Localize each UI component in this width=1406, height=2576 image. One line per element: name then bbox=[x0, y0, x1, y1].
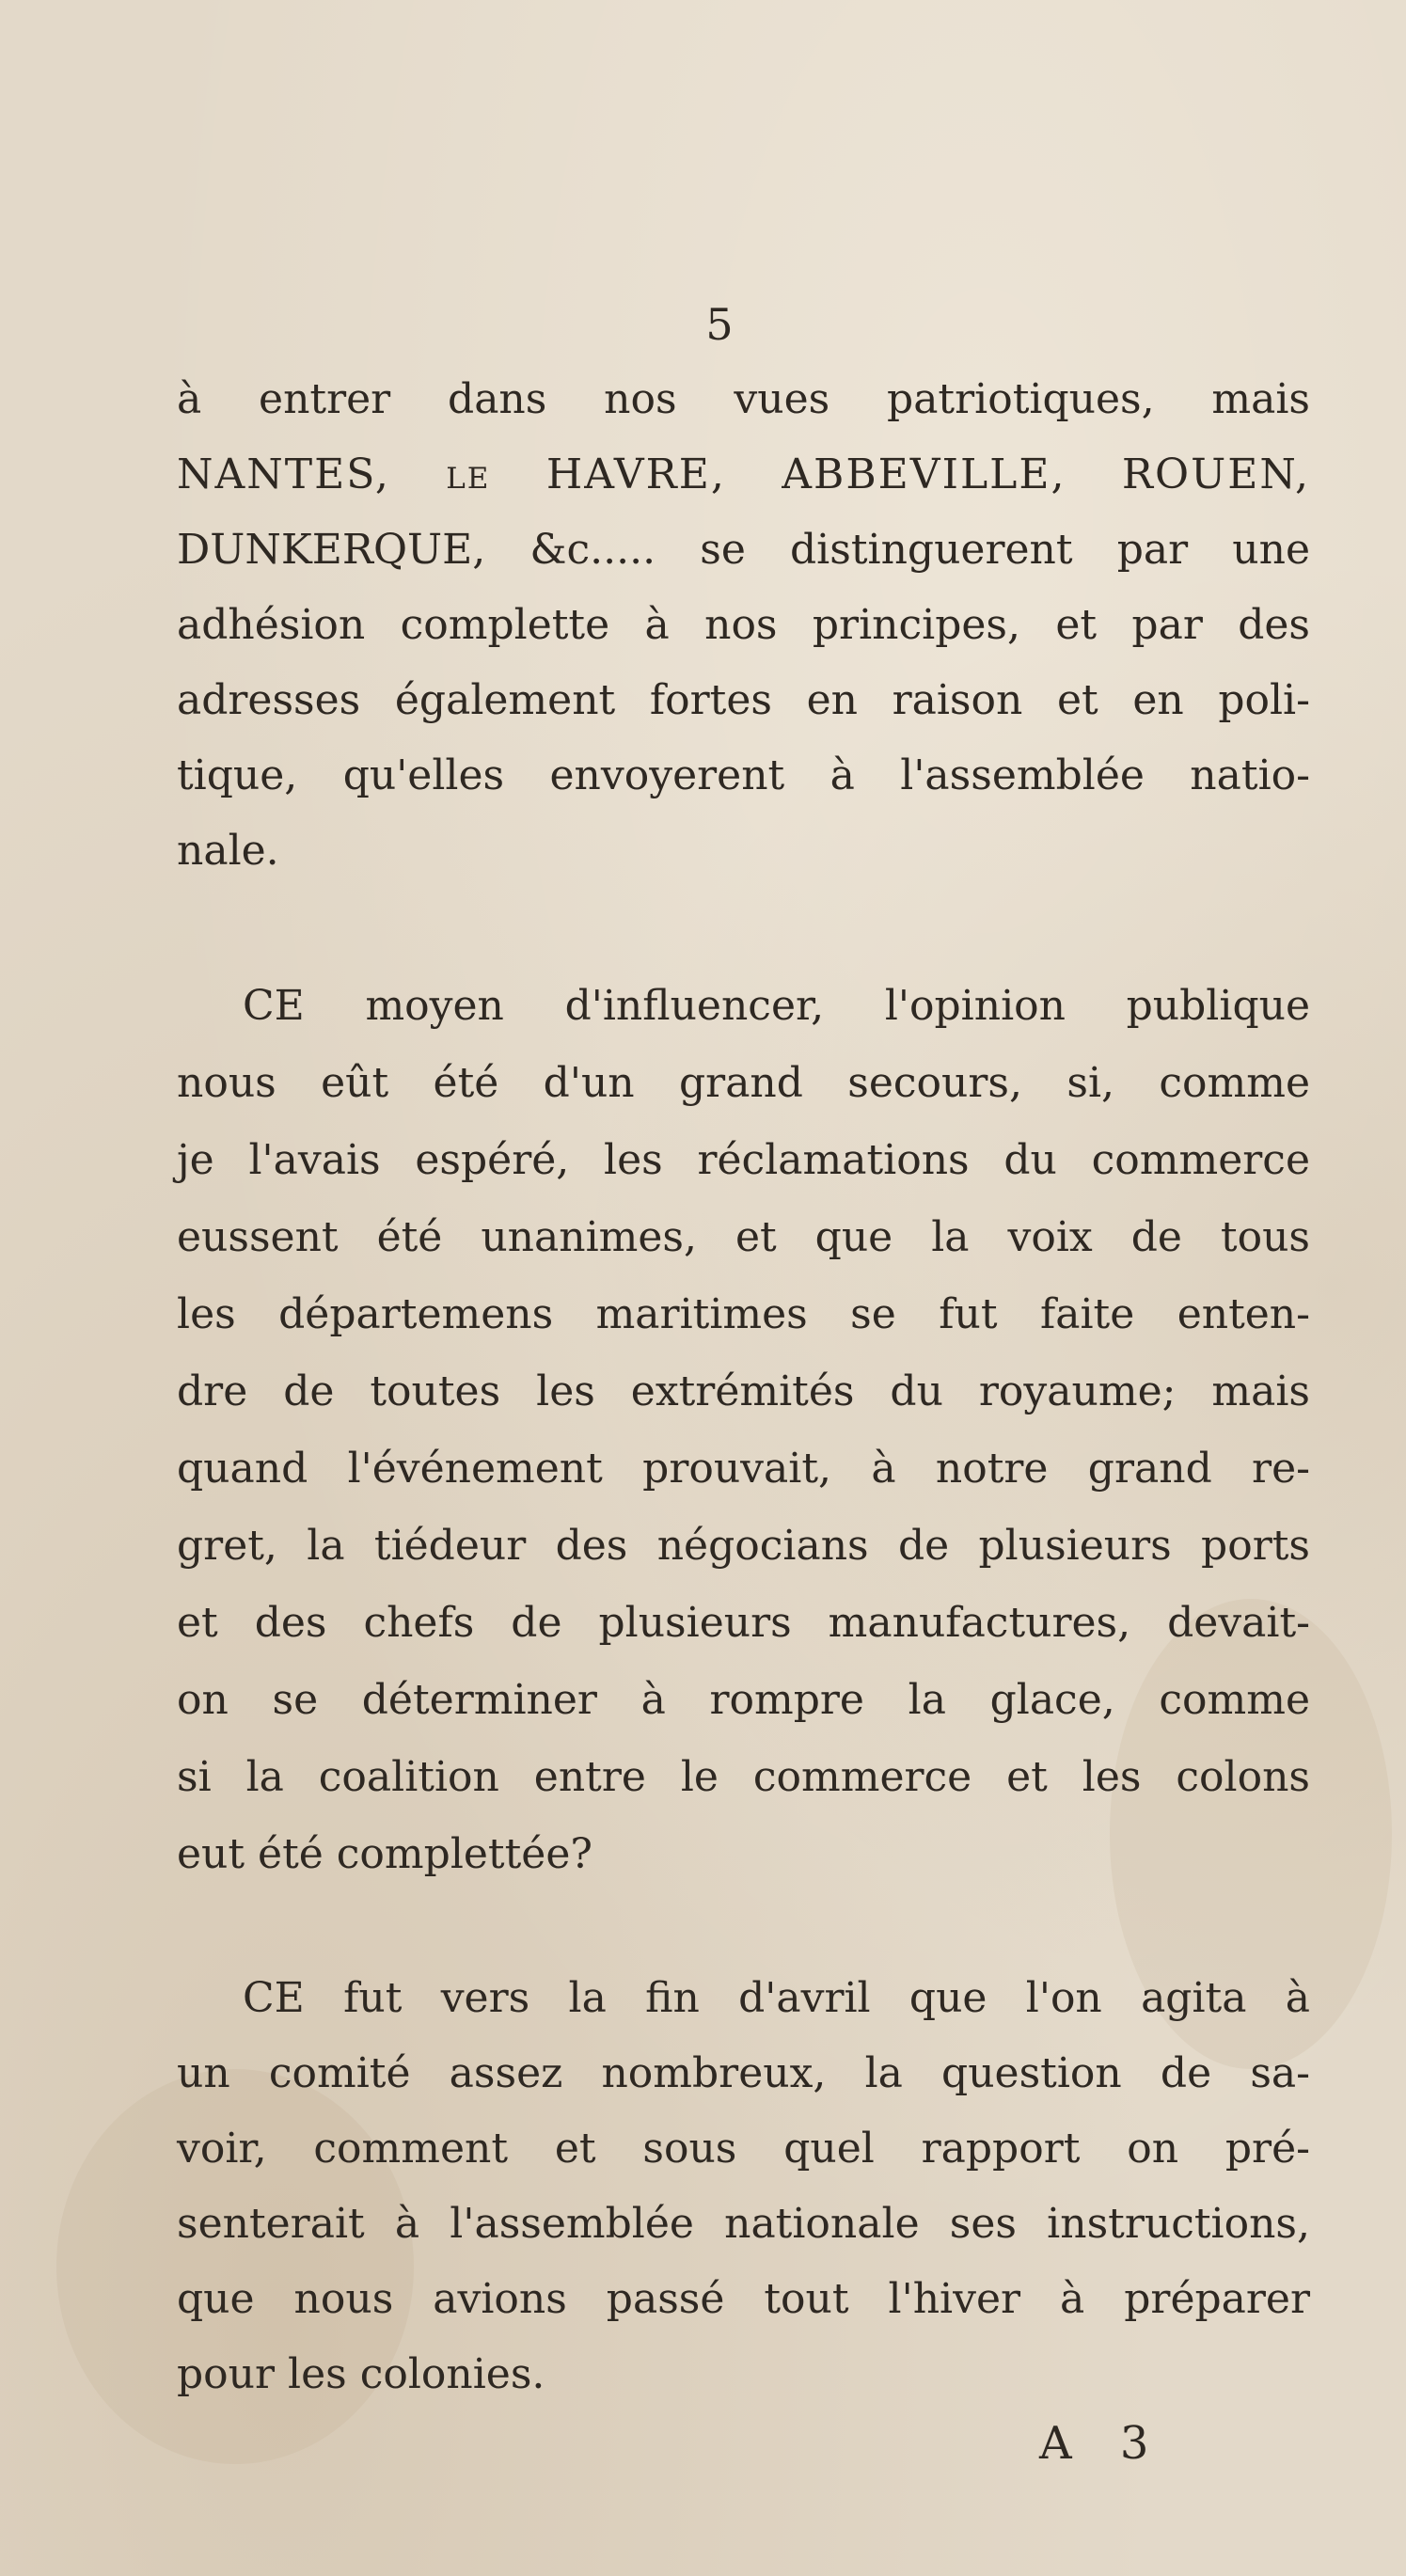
text-line: CE fut vers la fin d'avril que l'on agita à bbox=[243, 1974, 1310, 2022]
page-number: 5 bbox=[705, 299, 734, 350]
text-line: eut été complettée? bbox=[177, 1830, 592, 1878]
signature-mark: A 3 bbox=[1039, 2417, 1166, 2470]
text-line: adhésion complette à nos principes, et par des bbox=[177, 601, 1310, 649]
text-line: nale. bbox=[177, 827, 279, 875]
text-line: nous eût été d'un grand secours, si, comme bbox=[177, 1059, 1310, 1107]
text-line: et des chefs de plusieurs manufactures, devait- bbox=[177, 1599, 1310, 1647]
text-line: eussent été unanimes, et que la voix de tous bbox=[177, 1213, 1310, 1261]
text-line: tique, qu'elles envoyerent à l'assemblée natio- bbox=[177, 751, 1310, 799]
text-line: adresses également fortes en raison et en poli- bbox=[177, 676, 1310, 724]
text-line: DUNKERQUE, &c..... se distinguerent par une bbox=[177, 526, 1310, 574]
text-line: que nous avions passé tout l'hiver à préparer bbox=[177, 2275, 1310, 2323]
text-line: je l'avais espéré, les réclamations du commerce bbox=[177, 1136, 1310, 1184]
text-line: pour les colonies. bbox=[177, 2350, 545, 2398]
text-line: gret, la tiédeur des négocians de plusieurs ports bbox=[177, 1522, 1310, 1570]
text-line: voir, comment et sous quel rapport on pré- bbox=[177, 2125, 1310, 2173]
text-line: NANTES, le HAVRE, ABBEVILLE, ROUEN, bbox=[177, 450, 1310, 498]
text-line: quand l'événement prouvait, à notre grand re- bbox=[177, 1445, 1310, 1493]
text-line: si la coalition entre le commerce et les colons bbox=[177, 1753, 1310, 1801]
text-line: un comité assez nombreux, la question de sa- bbox=[177, 2049, 1310, 2097]
text-line: les départemens maritimes se fut faite enten- bbox=[177, 1290, 1310, 1338]
text-line: à entrer dans nos vues patriotiques, mais bbox=[177, 375, 1310, 423]
text-line: dre de toutes les extrémités du royaume; mais bbox=[177, 1367, 1310, 1415]
text-line: on se déterminer à rompre la glace, comme bbox=[177, 1676, 1310, 1724]
text-line: CE moyen d'influencer, l'opinion publique bbox=[243, 982, 1310, 1030]
text-line: senterait à l'assemblée nationale ses instructions, bbox=[177, 2200, 1310, 2248]
